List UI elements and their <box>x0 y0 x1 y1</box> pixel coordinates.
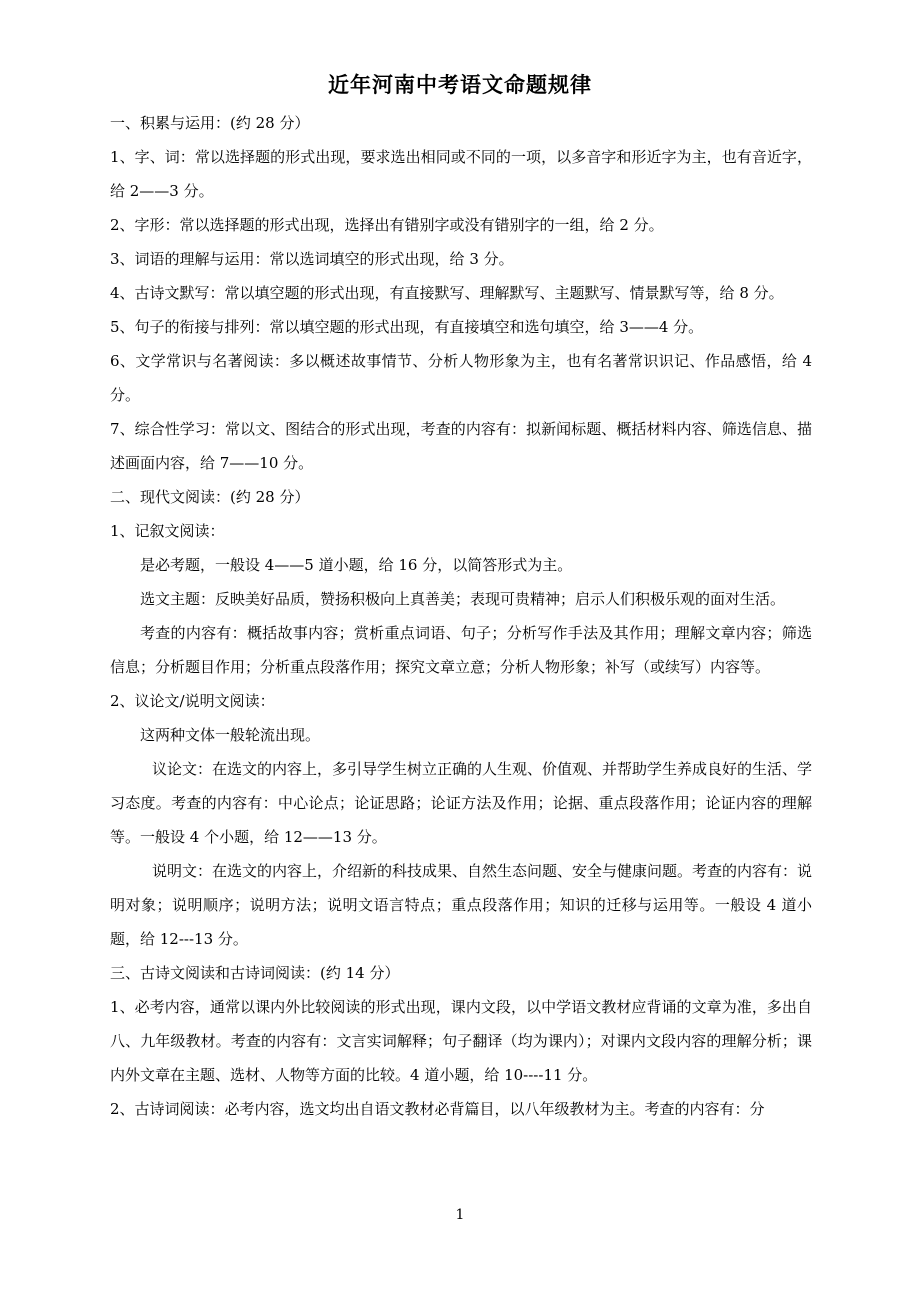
section-heading-2: 二、现代文阅读：(约 28 分） <box>110 488 310 506</box>
paragraph: 议论文：在选文的内容上，多引导学生树立正确的人生观、价值观、并帮助学生养成良好的生活、学习态度。考查的内容有：中心论点；论证思路；论证方法及作用；论据、重点段落作用；论证内容的理解等。一般设 4 个小题，给 12——13 分。 <box>110 760 813 846</box>
section-heading-3: 三、古诗文阅读和古诗词阅读：(约 14 分） <box>110 964 400 982</box>
paragraph: 说明文：在选文的内容上，介绍新的科技成果、自然生态问题、安全与健康问题。考查的内容有：说明对象；说明顺序；说明方法；说明文语言特点；重点段落作用；知识的迁移与运用等。一般设 4 道小题，给 12---13 分。 <box>110 862 813 948</box>
paragraph: 选文主题：反映美好品质，赞扬积极向上真善美；表现可贵精神；启示人们积极乐观的面对生活。 <box>140 590 786 608</box>
page-number: 1 <box>455 1207 465 1223</box>
paragraph: 1、必考内容，通常以课内外比较阅读的形式出现，课内文段，以中学语文教材应背诵的文章为准，多出自八、九年级教材。考查的内容有：文言实词解释；句子翻译（均为课内）；对课内文段内容的理解分析；课内外文章在主题、选材、人物等方面的比较。4 道小题，给 10----11 分。 <box>110 998 812 1084</box>
paragraph: 1、记叙文阅读： <box>110 522 225 540</box>
paragraph: 这两种文体一般轮流出现。 <box>140 726 321 744</box>
paragraph: 5、句子的衔接与排列：常以填空题的形式出现，有直接填空和选句填空，给 3——4 分。 <box>110 318 704 336</box>
paragraph: 4、古诗文默写：常以填空题的形式出现，有直接默写、理解默写、主题默写、情景默写等，给 8 分。 <box>110 284 784 302</box>
section-heading-1: 一、积累与运用：(约 28 分） <box>110 114 310 132</box>
paragraph: 1、字、词：常以选择题的形式出现，要求选出相同或不同的一项，以多音字和形近字为主，也有音近字，给 2——3 分。 <box>110 148 812 200</box>
document-title: 近年河南中考语文命题规律 <box>328 72 592 97</box>
paragraph: 6、文学常识与名著阅读：多以概述故事情节、分析人物形象为主，也有名著常识识记、作品感悟，给 4 分。 <box>110 352 812 404</box>
paragraph: 是必考题，一般设 4——5 道小题，给 16 分，以简答形式为主。 <box>140 556 573 574</box>
paragraph: 2、字形：常以选择题的形式出现，选择出有错别字或没有错别字的一组，给 2 分。 <box>110 216 664 234</box>
paragraph: 2、议论文/说明文阅读： <box>110 692 275 710</box>
paragraph: 考查的内容有：概括故事内容；赏析重点词语、句子；分析写作手法及其作用；理解文章内容；筛选信息；分析题目作用；分析重点段落作用；探究文章立意；分析人物形象；补写（或续写）内容等。 <box>110 624 812 676</box>
paragraph: 7、综合性学习：常以文、图结合的形式出现，考查的内容有：拟新闻标题、概括材料内容、筛选信息、描述画面内容，给 7——10 分。 <box>110 420 812 472</box>
document-body <box>110 106 812 1126</box>
paragraph: 2、古诗词阅读：必考内容，选文均出自语文教材必背篇目，以八年级教材为主。考查的内容有：分 <box>110 1100 765 1118</box>
paragraph: 3、词语的理解与运用：常以选词填空的形式出现，给 3 分。 <box>110 250 514 268</box>
